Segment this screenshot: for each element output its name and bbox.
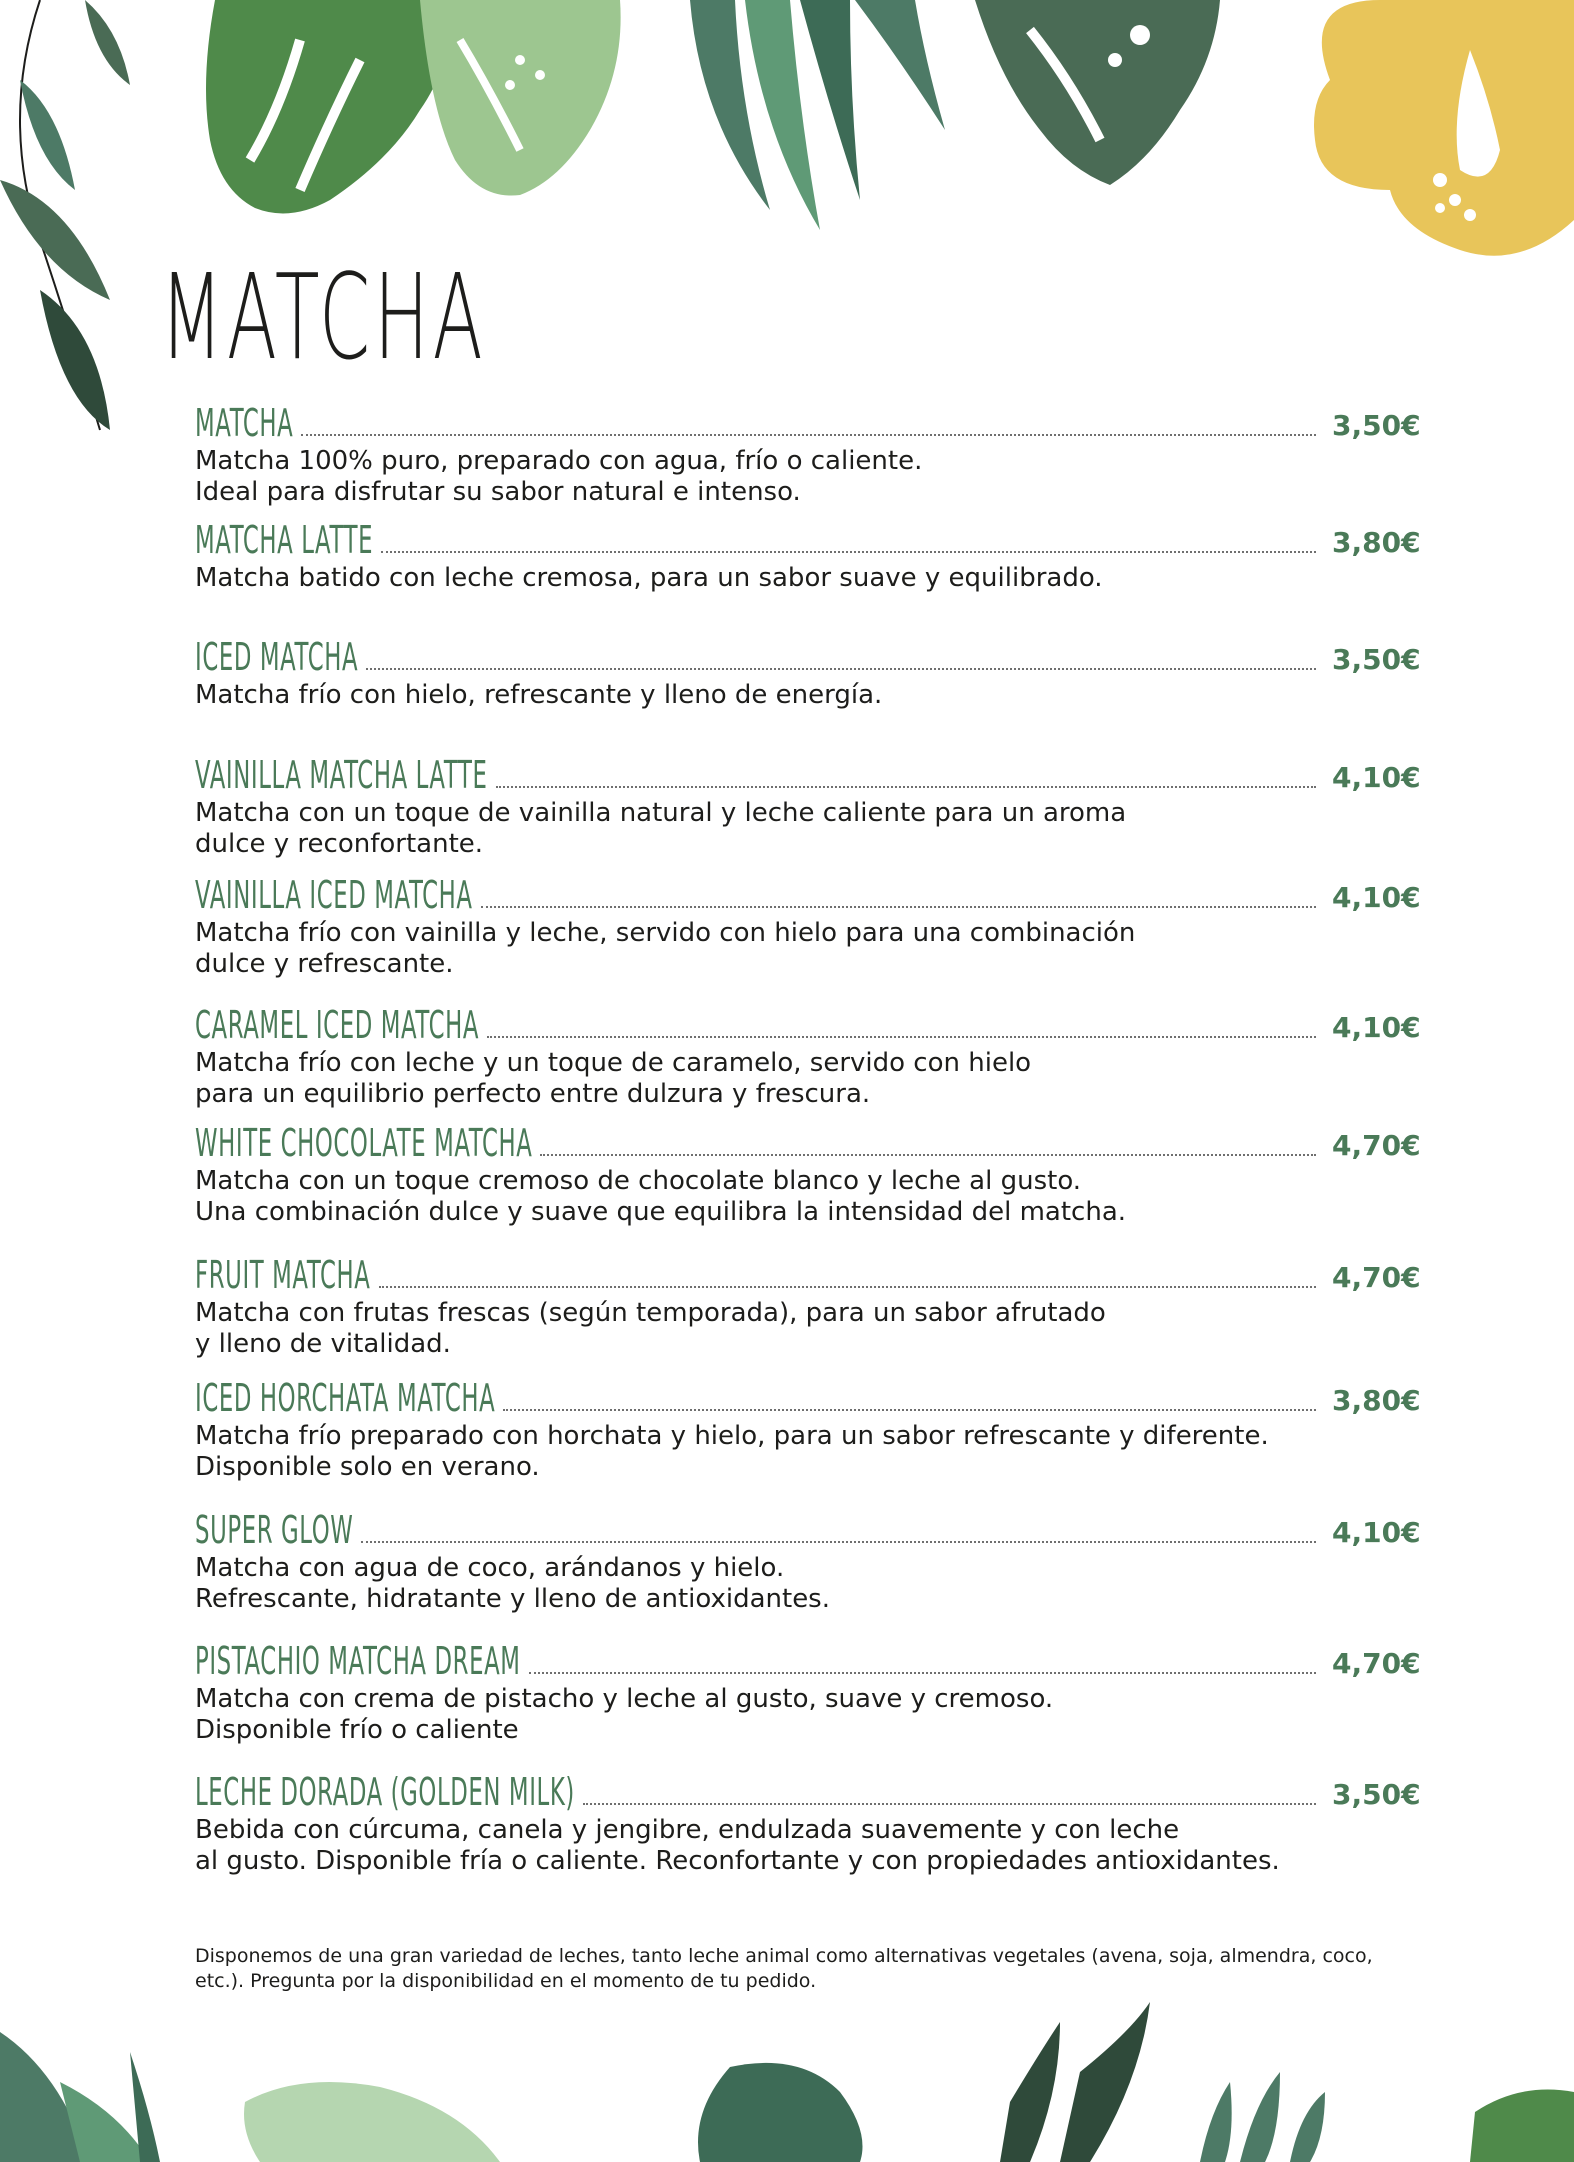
menu-item-header bbox=[195, 1634, 1421, 1683]
description-line: Matcha con frutas frescas (según temporada), para un sabor afrutado bbox=[195, 1298, 1106, 1328]
menu-item bbox=[195, 748, 1421, 860]
description-line: Bebida con cúrcuma, canela y jengibre, endulzada suavemente y con leche bbox=[195, 1815, 1180, 1845]
menu-item-price: 4,70€ bbox=[1332, 1261, 1421, 1294]
menu-item-description bbox=[195, 563, 1418, 594]
menu-item-name: FRUIT MATCHA bbox=[195, 1253, 371, 1297]
menu-item bbox=[195, 630, 1421, 711]
menu-item-price: 4,10€ bbox=[1332, 1516, 1421, 1549]
menu-item-name: MATCHA LATTE bbox=[195, 518, 374, 562]
description-line: Disponible solo en verano. bbox=[195, 1452, 540, 1482]
menu-item-description bbox=[195, 1421, 1418, 1483]
menu-item-name: VAINILLA MATCHA LATTE bbox=[195, 753, 488, 797]
menu-item bbox=[195, 513, 1421, 594]
menu-item-price: 3,80€ bbox=[1332, 1384, 1421, 1417]
menu-item-price: 4,70€ bbox=[1332, 1129, 1421, 1162]
monstera-leaf-icon bbox=[975, 0, 1220, 185]
menu-item-price: 4,10€ bbox=[1332, 881, 1421, 914]
menu-item bbox=[195, 1248, 1421, 1360]
monstera-leaf-icon bbox=[244, 2082, 500, 2162]
menu-item-price: 3,50€ bbox=[1332, 643, 1421, 676]
menu-item bbox=[195, 1765, 1421, 1877]
menu-item bbox=[195, 396, 1421, 508]
menu-item-header bbox=[195, 396, 1421, 445]
description-line: Matcha con agua de coco, arándanos y hielo. bbox=[195, 1553, 785, 1583]
menu-item bbox=[195, 1116, 1421, 1228]
dotted-leader bbox=[496, 786, 1316, 788]
menu-item-header bbox=[195, 1248, 1421, 1297]
description-line: Refrescante, hidratante y lleno de antioxidantes. bbox=[195, 1584, 830, 1614]
description-line: Matcha con un toque cremoso de chocolate blanco y leche al gusto. bbox=[195, 1166, 1082, 1196]
page-title: MATCHA bbox=[160, 248, 487, 386]
menu-item-header bbox=[195, 630, 1421, 679]
description-line: Matcha batido con leche cremosa, para un sabor suave y equilibrado. bbox=[195, 563, 1103, 593]
menu-item-description bbox=[195, 918, 1418, 980]
palm-leaf-icon bbox=[1200, 2072, 1325, 2162]
menu-item-description bbox=[195, 680, 1418, 711]
menu-item-description bbox=[195, 1684, 1418, 1746]
dotted-leader bbox=[529, 1672, 1316, 1674]
monstera-leaf-icon bbox=[206, 0, 451, 213]
menu-item bbox=[195, 1371, 1421, 1483]
left-branch-decoration bbox=[0, 0, 1574, 460]
monstera-leaf-icon bbox=[698, 2063, 863, 2162]
menu-item-name: WHITE CHOCOLATE MATCHA bbox=[195, 1121, 533, 1165]
menu-item-header bbox=[195, 1371, 1421, 1420]
menu-item-header bbox=[195, 1116, 1421, 1165]
dotted-leader bbox=[381, 551, 1316, 553]
menu-item bbox=[195, 1503, 1421, 1615]
menu-item-header bbox=[195, 1503, 1421, 1552]
menu-item-header bbox=[195, 1765, 1421, 1814]
dotted-leader bbox=[487, 1036, 1316, 1038]
menu-item-name: ICED MATCHA bbox=[195, 635, 359, 679]
dotted-leader bbox=[301, 434, 1316, 436]
description-line: al gusto. Disponible fría o caliente. Reconfortante y con propiedades antioxidantes. bbox=[195, 1846, 1280, 1876]
menu-item-name: LECHE DORADA (GOLDEN MILK) bbox=[195, 1770, 575, 1814]
dotted-leader bbox=[361, 1541, 1316, 1543]
menu-item-price: 3,80€ bbox=[1332, 526, 1421, 559]
description-line: Matcha frío con vainilla y leche, servido con hielo para una combinación bbox=[195, 918, 1136, 948]
menu-item bbox=[195, 998, 1421, 1110]
menu-item-header bbox=[195, 868, 1421, 917]
menu-item-name: MATCHA bbox=[195, 401, 294, 445]
description-line: Matcha frío preparado con horchata y hielo, para un sabor refrescante y diferente. bbox=[195, 1421, 1269, 1451]
menu-item-name: ICED HORCHATA MATCHA bbox=[195, 1376, 496, 1420]
menu-item-description bbox=[195, 446, 1418, 508]
palm-leaf-icon bbox=[690, 0, 945, 230]
menu-item-description bbox=[195, 798, 1418, 860]
menu-item-description bbox=[195, 1298, 1418, 1360]
dotted-leader bbox=[503, 1409, 1316, 1411]
menu-item-price: 4,10€ bbox=[1332, 761, 1421, 794]
description-line: dulce y refrescante. bbox=[195, 949, 454, 979]
leaf-icon bbox=[1470, 2090, 1574, 2162]
description-line: Matcha frío con hielo, refrescante y lleno de energía. bbox=[195, 680, 883, 710]
description-line: dulce y reconfortante. bbox=[195, 829, 484, 859]
description-line: Matcha con crema de pistacho y leche al gusto, suave y cremoso. bbox=[195, 1684, 1054, 1714]
menu-item-name: VAINILLA ICED MATCHA bbox=[195, 873, 473, 917]
dotted-leader bbox=[366, 668, 1316, 670]
menu-item-description bbox=[195, 1048, 1418, 1110]
description-line: Matcha 100% puro, preparado con agua, frío o caliente. bbox=[195, 446, 923, 476]
description-line: y lleno de vitalidad. bbox=[195, 1329, 451, 1359]
description-line: para un equilibrio perfecto entre dulzura y frescura. bbox=[195, 1079, 871, 1109]
bottom-foliage-decoration bbox=[0, 1992, 1574, 2162]
description-line: Matcha frío con leche y un toque de caramelo, servido con hielo bbox=[195, 1048, 1032, 1078]
menu-item-description bbox=[195, 1166, 1418, 1228]
menu-item-name: SUPER GLOW bbox=[195, 1508, 354, 1552]
menu-item-price: 3,50€ bbox=[1332, 409, 1421, 442]
milk-availability-note: Disponemos de una gran variedad de leches, tanto leche animal como alternativas vegetales (avena, soja, almendra, coco, etc.). Pregunta por la disponibilidad en el momento de tu pedido. bbox=[195, 1945, 1373, 1992]
description-line: Ideal para disfrutar su sabor natural e intenso. bbox=[195, 477, 801, 507]
description-line: Una combinación dulce y suave que equilibra la intensidad del matcha. bbox=[195, 1197, 1127, 1227]
menu-item-price: 4,10€ bbox=[1332, 1011, 1421, 1044]
menu-item-header bbox=[195, 513, 1421, 562]
menu-item-header bbox=[195, 998, 1421, 1047]
menu-item-header bbox=[195, 748, 1421, 797]
palm-leaf-icon bbox=[0, 2032, 160, 2162]
menu-item-price: 4,70€ bbox=[1332, 1647, 1421, 1680]
menu-item-description bbox=[195, 1815, 1418, 1877]
menu-item bbox=[195, 1634, 1421, 1746]
hibiscus-flower-icon bbox=[1314, 0, 1574, 256]
description-line: Matcha con un toque de vainilla natural y leche caliente para un aroma bbox=[195, 798, 1127, 828]
dotted-leader bbox=[481, 906, 1316, 908]
top-foliage-decoration bbox=[0, 0, 1574, 280]
menu-item-name: CARAMEL ICED MATCHA bbox=[195, 1003, 480, 1047]
monstera-leaf-icon bbox=[420, 0, 621, 196]
menu-item-name: PISTACHIO MATCHA DREAM bbox=[195, 1639, 521, 1683]
dotted-leader bbox=[583, 1803, 1316, 1805]
menu-item-description bbox=[195, 1553, 1418, 1615]
dotted-leader bbox=[540, 1154, 1316, 1156]
eucalyptus-branch-icon bbox=[0, 0, 130, 430]
description-line: Disponible frío o caliente bbox=[195, 1715, 519, 1745]
menu-item-price: 3,50€ bbox=[1332, 1778, 1421, 1811]
dotted-leader bbox=[379, 1286, 1317, 1288]
menu-item bbox=[195, 868, 1421, 980]
palm-leaf-icon bbox=[1000, 2002, 1150, 2162]
